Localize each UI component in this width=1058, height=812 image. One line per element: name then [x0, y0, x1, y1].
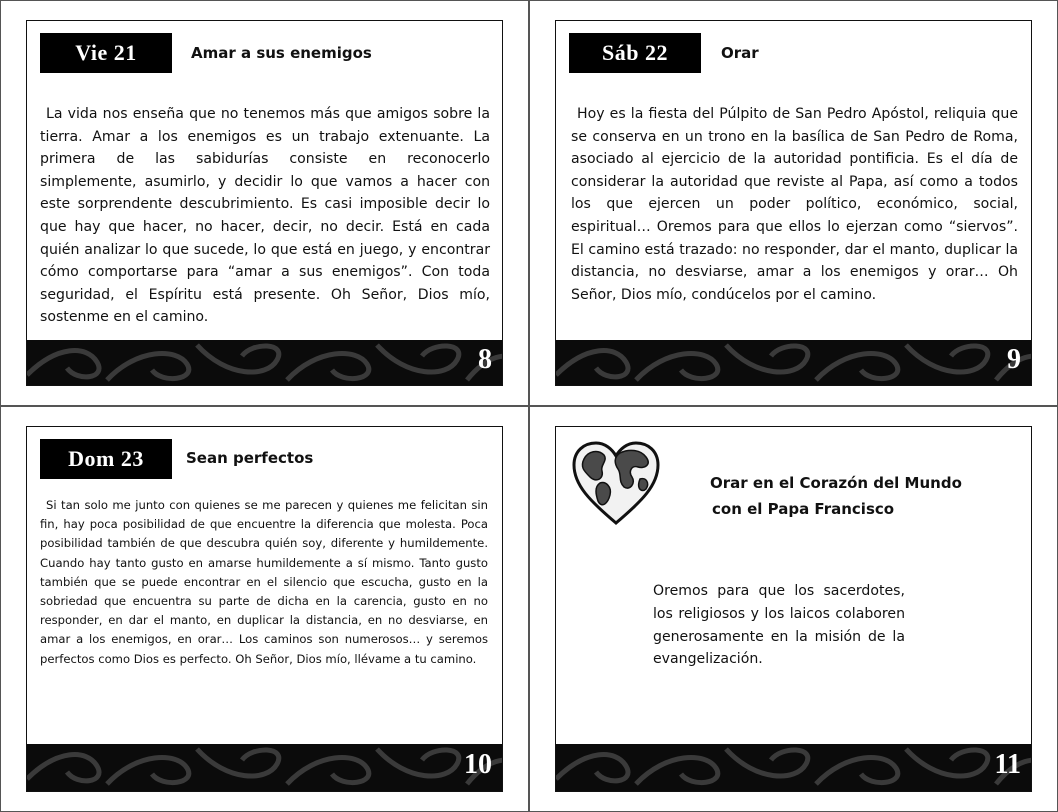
cover-card-11 — [555, 426, 1032, 792]
devotional-card-9 — [555, 20, 1032, 386]
devotional-card-10 — [26, 426, 503, 792]
decorative-band — [27, 744, 502, 791]
cover-heading-line2: con el Papa Francisco — [712, 500, 895, 518]
page-number: 9 — [1007, 344, 1021, 375]
devotional-card-8 — [26, 20, 503, 386]
decorative-band — [27, 340, 502, 385]
page-number: 8 — [478, 344, 492, 375]
card-title: Sean perfectos — [186, 449, 314, 467]
heart-globe-icon — [570, 439, 662, 527]
day-tag: Sáb 22 — [569, 33, 701, 73]
day-tag: Vie 21 — [40, 33, 172, 73]
prayer-intention: Oremos para que los sacerdotes, los religiosos y los laicos colaboren generosamente en la misión de la evangelización. — [653, 583, 905, 668]
cover-heading-line1: Orar en el Corazón del Mundo — [710, 474, 962, 492]
decorative-band — [556, 744, 1031, 791]
card-body: Si tan solo me junto con quienes se me parecen y quienes me felicitan sin fin, hay poca posibilidad de que encuentre la diferencia que molesta. Poca posibilidad también de que descubra quién soy, diferente y humildemente. Cuando hay tanto gusto en amarse humildemente a sí mismo. Tanto gusto también que se puede encontrar en el silencio que escucha, gusto en la sobriedad que encuentra su parte de dicha en la carencia, gusto en no responder, en dar el manto, en duplicar la distancia, en no desviarse, en amar a los enemigos, en orar… Los caminos son numerosos… y seremos perfectos como Dios es perfecto. Oh Señor, Dios mío, llévame a tu camino. — [40, 498, 488, 666]
page-number: 10 — [464, 749, 492, 780]
card-body: La vida nos enseña que no tenemos más que amigos sobre la tierra. Amar a los enemigos es un trabajo extenuante. La primera de las sabidurías consiste en reconocerlo simplemente, asumirlo, y decidir lo que vamos a hacer con este sorprendente descubrimiento. Es casi imposible decir lo que hay que hacer, no hacer, decir, no decir. Está en cada quién analizar lo que sucede, lo que está en juego, y encontrar cómo comportarse para “amar a sus enemigos”. Con toda seguridad, el Espíritu está presente. Oh Señor, Dios mío, sostenme en el camino. — [40, 106, 490, 326]
page-number: 11 — [994, 749, 1021, 780]
day-tag: Dom 23 — [40, 439, 172, 479]
card-title: Amar a sus enemigos — [191, 44, 372, 62]
card-body: Hoy es la fiesta del Púlpito de San Pedro Apóstol, reliquia que se conserva en un trono en la basílica de San Pedro de Roma, asociado al ejercicio de la autoridad pontificia. Es el día de considerar la autoridad que reviste al Papa, así como a todos los que ejercen un poder político, económico, social, espiritual… Oremos para que ellos lo ejerzan como “siervos”. El camino está trazado: no responder, dar el manto, duplicar la distancia, no desviarse, amar a los enemigos y orar… Oh Señor, Dios mío, condúcelos por el camino. — [571, 106, 1018, 303]
card-title: Orar — [721, 44, 759, 62]
decorative-band — [556, 340, 1031, 385]
